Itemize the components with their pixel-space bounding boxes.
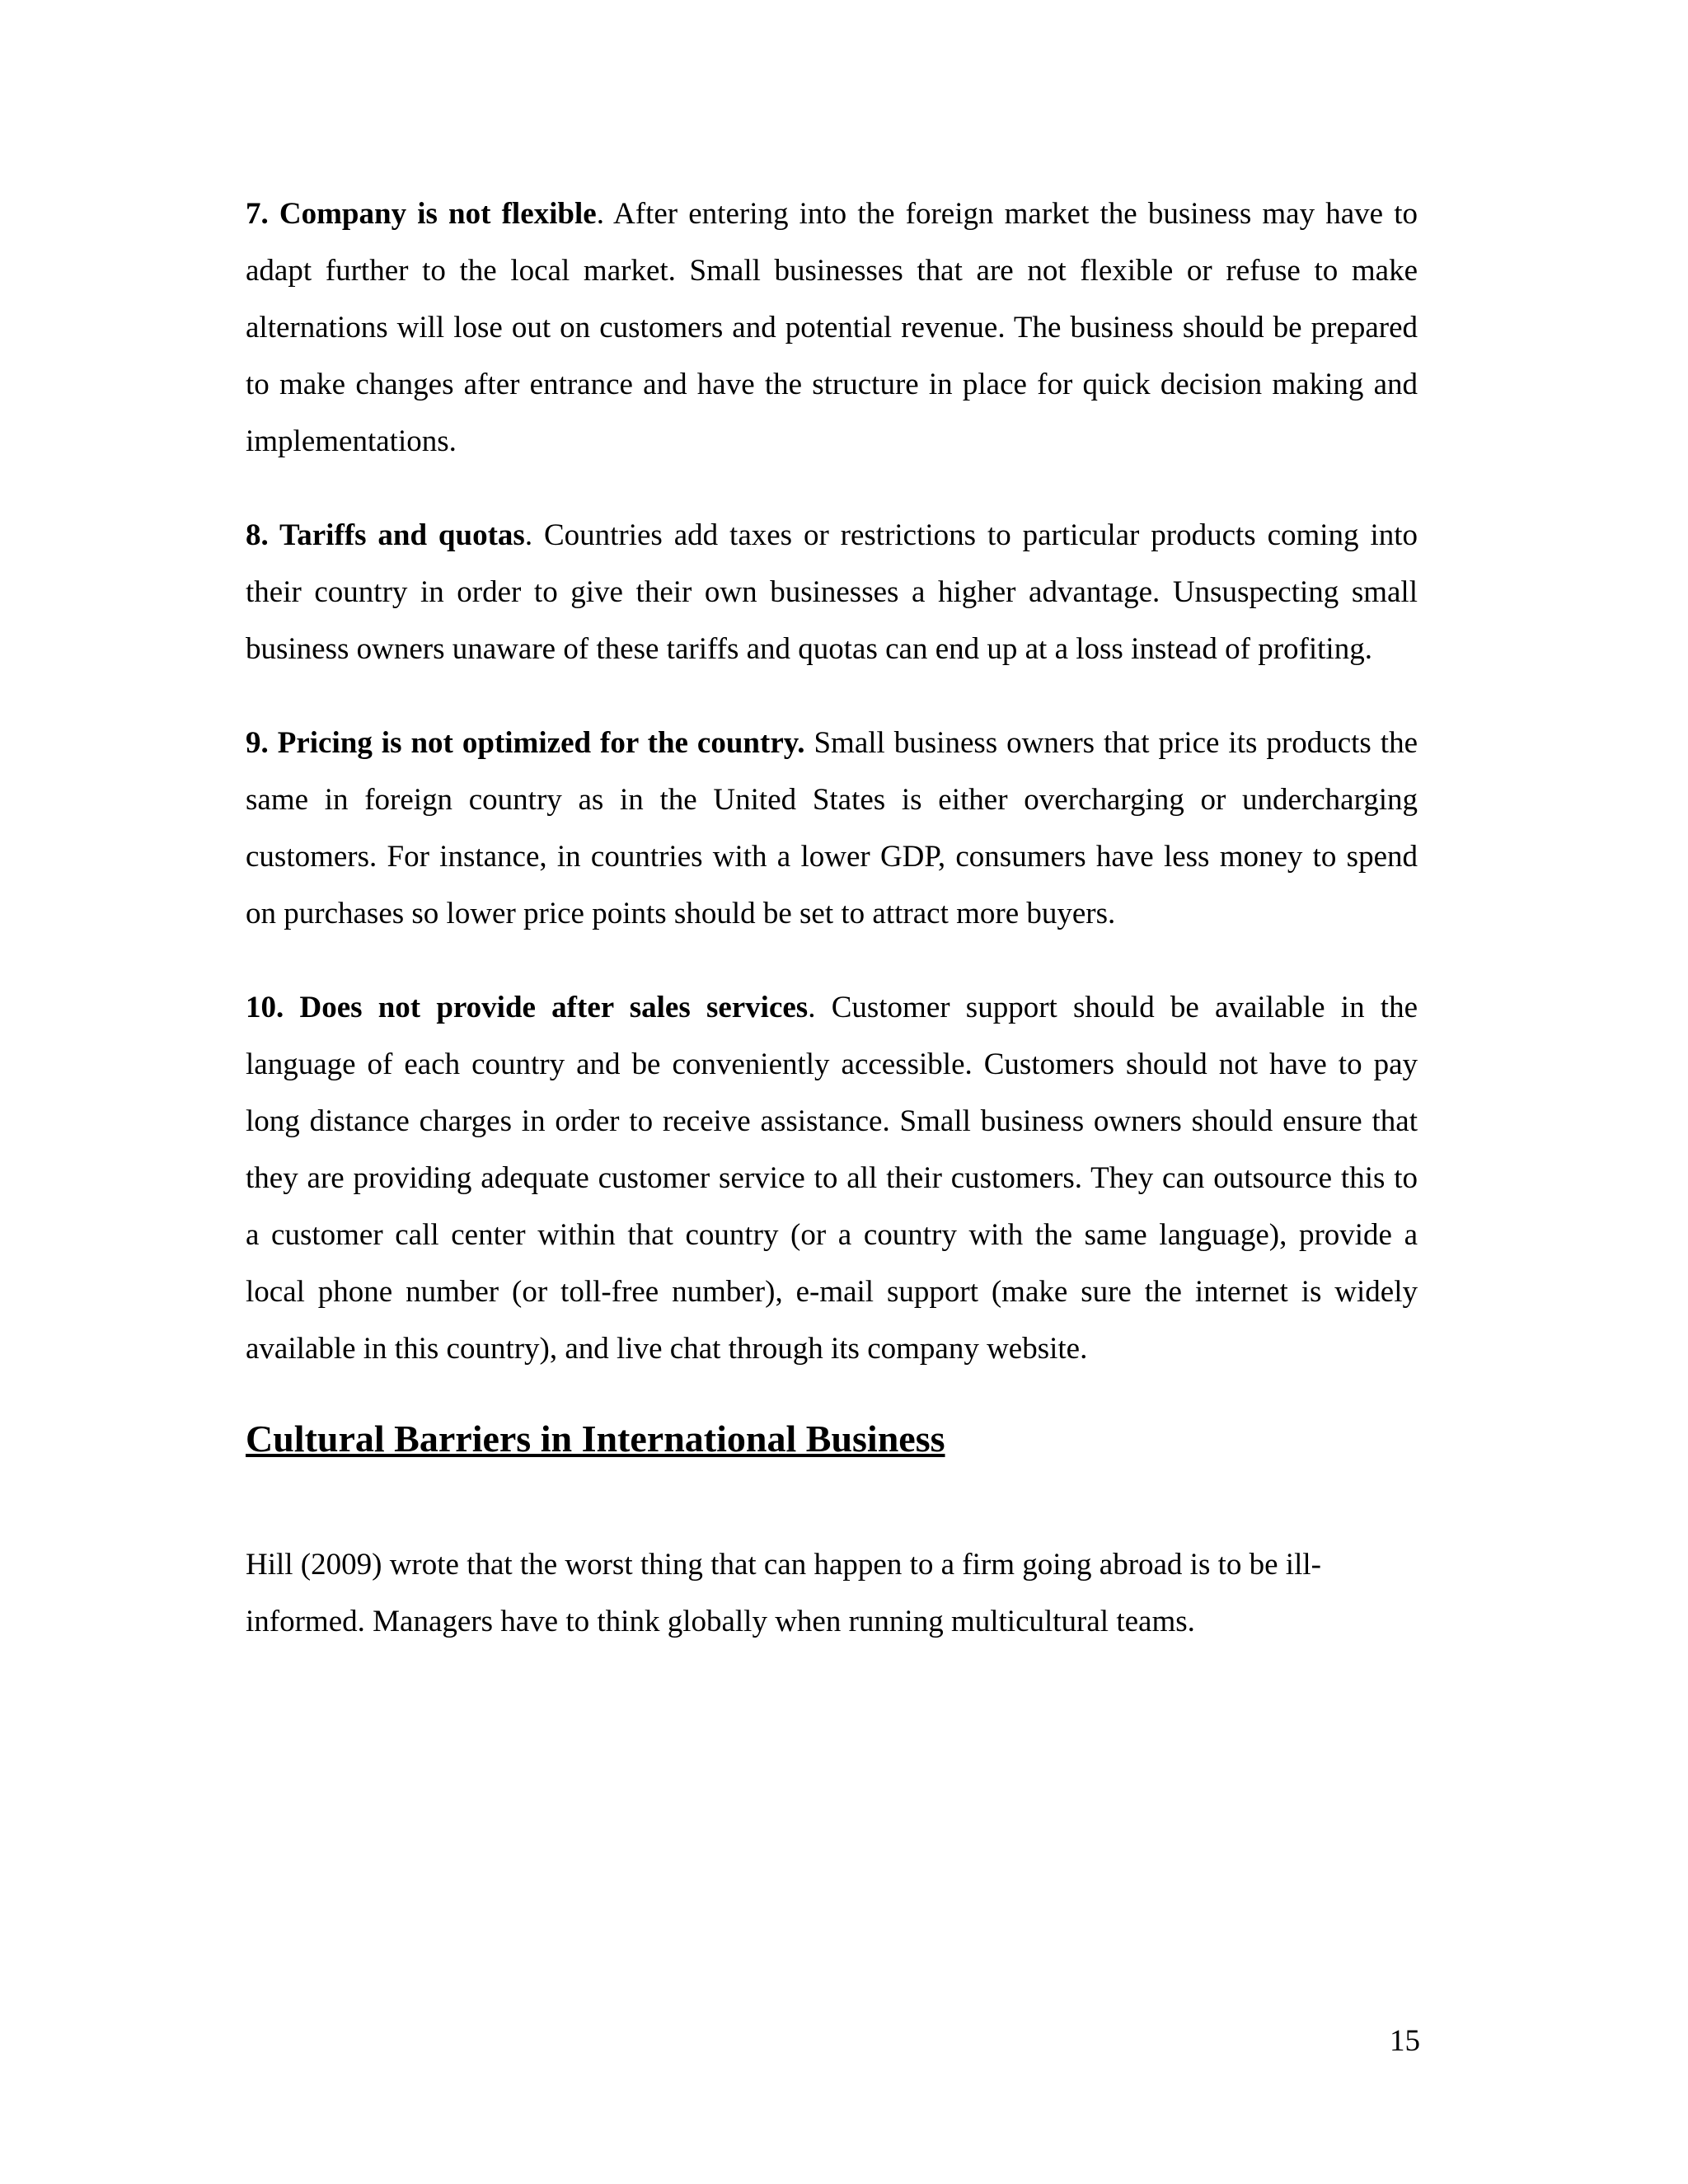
paragraph-lead: 9. Pricing is not optimized for the country.	[246, 726, 805, 760]
page-content	[246, 185, 1418, 1687]
page-number: 15	[1390, 2024, 1420, 2058]
paragraph-text: . After entering into the foreign market the business may have to adapt further to the local market. Small businesses that are not flexible or refuse to make alternations will lose out on customers and potential revenue. The business should be prepared to make changes after entrance and have the structure in place for quick decision making and implementations.	[246, 197, 1418, 458]
paragraph-after-sales	[246, 979, 1418, 1377]
section-body-paragraph: Hill (2009) wrote that the worst thing that can happen to a firm going abroad is to be ill-informed. Managers have to think globally when running multicultural teams.	[246, 1548, 1321, 1638]
paragraph-lead: 7. Company is not flexible	[246, 197, 597, 231]
paragraph-company-not-flexible	[246, 185, 1418, 470]
paragraph-text: . Customer support should be available in the language of each country and be conveniently accessible. Customers should not have to pay long distance charges in order to receive assistance. Small business owners should ensure that they are providing adequate customer service to all their customers. They can outsource this to a customer call center within that country (or a country with the same language), provide a local phone number (or toll-free number), e-mail support (make sure the internet is widely available in this country), and live chat through its company website.	[246, 991, 1418, 1366]
paragraph-text: . Countries add taxes or restrictions to particular products coming into their country in order to give their own businesses a higher advantage. Unsuspecting small business owners unaware of these tariffs and quotas can end up at a loss instead of profiting.	[246, 518, 1418, 666]
paragraph-lead: 8. Tariffs and quotas	[246, 518, 525, 552]
section-heading: Cultural Barriers in International Business	[246, 1418, 945, 1460]
paragraph-tariffs-quotas	[246, 507, 1418, 677]
paragraph-lead: 10. Does not provide after sales services	[246, 991, 809, 1024]
paragraph-text: Small business owners that price its products the same in foreign country as in the United States is either overcharging or undercharging customers. For instance, in countries with a lower GDP, consumers have less money to spend on purchases so lower price points should be set to attract more buyers.	[246, 726, 1418, 930]
paragraph-pricing	[246, 715, 1418, 942]
